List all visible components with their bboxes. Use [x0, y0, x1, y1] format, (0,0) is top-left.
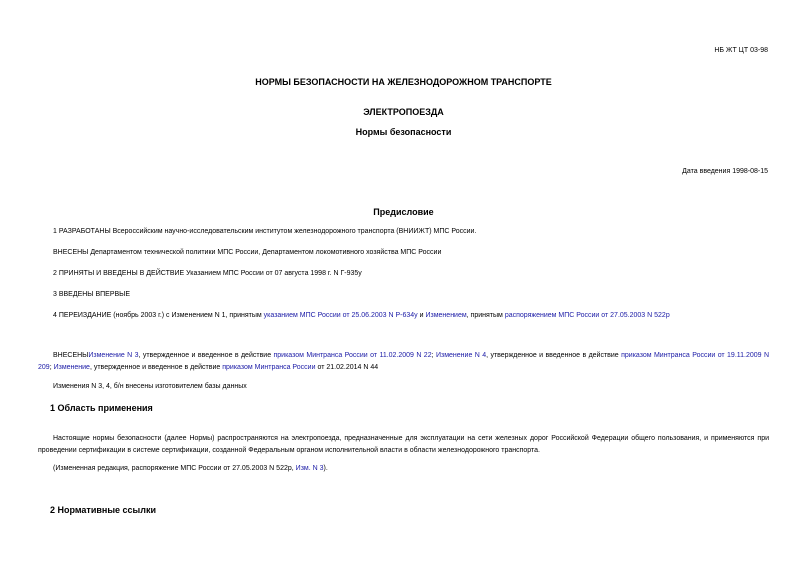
- text: 4 ПЕРЕИЗДАНИЕ (ноябрь 2003 г.) с Изменением N 1, принятым: [53, 312, 264, 319]
- section-1-heading: 1 Область применения: [50, 403, 153, 413]
- preface-paragraph-4: 3 ВВЕДЕНЫ ВПЕРВЫЕ: [53, 291, 131, 298]
- intro-date: Дата введения 1998-08-15: [682, 168, 768, 175]
- link-amendment-3-ref[interactable]: Изм. N 3: [295, 465, 324, 472]
- text: ВНЕСЕНЫ: [53, 352, 89, 359]
- text: от 21.02.2014 N 44: [315, 364, 379, 371]
- text: ;: [431, 352, 436, 359]
- link-order-522r[interactable]: распоряжением МПС России от 27.05.2003 N 522р: [504, 312, 670, 319]
- text: (Измененная редакция, распоряжение МПС России от 27.05.2003 N 522р,: [53, 465, 296, 472]
- section-1-paragraph-2: [53, 465, 328, 472]
- preface-paragraph-3: 2 ПРИНЯТЫ И ВВЕДЕНЫ В ДЕЙСТВИЕ Указанием МПС России от 07 августа 1998 г. N Г-935у: [53, 270, 362, 277]
- document-code: НБ ЖТ ЦТ 03-98: [714, 47, 768, 54]
- document-subtitle: ЭЛЕКТРОПОЕЗДА: [363, 107, 444, 117]
- text: , принятым: [466, 312, 505, 319]
- link-amendment-4[interactable]: Изменение N 4: [435, 352, 487, 359]
- link-order-r634[interactable]: указанием МПС России от 25.06.2003 N Р-634у: [263, 312, 418, 319]
- link-order-44[interactable]: приказом Минтранса России: [222, 364, 316, 371]
- document-subtitle-2: Нормы безопасности: [355, 127, 452, 137]
- link-amendment[interactable]: Изменением: [425, 312, 467, 319]
- text: , утвержденное и введенное в действие: [89, 364, 223, 371]
- preface-paragraph-2: ВНЕСЕНЫ Департаментом технической политики МПС России, Департаментом локомотивного хозяйства МПС России: [53, 249, 442, 256]
- section-2-heading: 2 Нормативные ссылки: [50, 505, 156, 515]
- preface-paragraph-7: Изменения N 3, 4, б/н внесены изготовителем базы данных: [53, 383, 247, 390]
- text: ).: [323, 465, 328, 472]
- text: , утвержденное и введенное в действие: [138, 352, 274, 359]
- preface-paragraph-5: [53, 312, 670, 319]
- link-amendment-unnumbered[interactable]: Изменение: [53, 364, 90, 371]
- link-amendment-3[interactable]: Изменение N 3: [88, 352, 139, 359]
- preface-heading: Предисловие: [373, 207, 434, 217]
- text: и: [417, 312, 426, 319]
- section-1-paragraph-1: Настоящие нормы безопасности (далее Нормы) распространяются на электропоезда, предназначенные для эксплуатации на сети железных дорог Российской Федерации общего пользования, и применяются при проведении сертификации в системе сертификации, созданной Федеральным органом исполнительной власти в области железнодорожного транспорта.: [38, 435, 769, 454]
- document-title: НОРМЫ БЕЗОПАСНОСТИ НА ЖЕЛЕЗНОДОРОЖНОМ ТРАНСПОРТЕ: [255, 77, 552, 87]
- text: ;: [49, 364, 54, 371]
- preface-paragraph-6: [38, 350, 769, 374]
- link-order-209[interactable]: приказом Минтранса России от 19.11.2009 N 209: [38, 352, 770, 371]
- preface-paragraph-1: 1 РАЗРАБОТАНЫ Всероссийским научно-исследовательским институтом железнодорожного транспорта (ВНИИЖТ) МПС России.: [53, 228, 477, 235]
- link-order-22[interactable]: приказом Минтранса России от 11.02.2009 N 22: [273, 352, 432, 359]
- text: , утвержденное и введенное в действие: [486, 352, 622, 359]
